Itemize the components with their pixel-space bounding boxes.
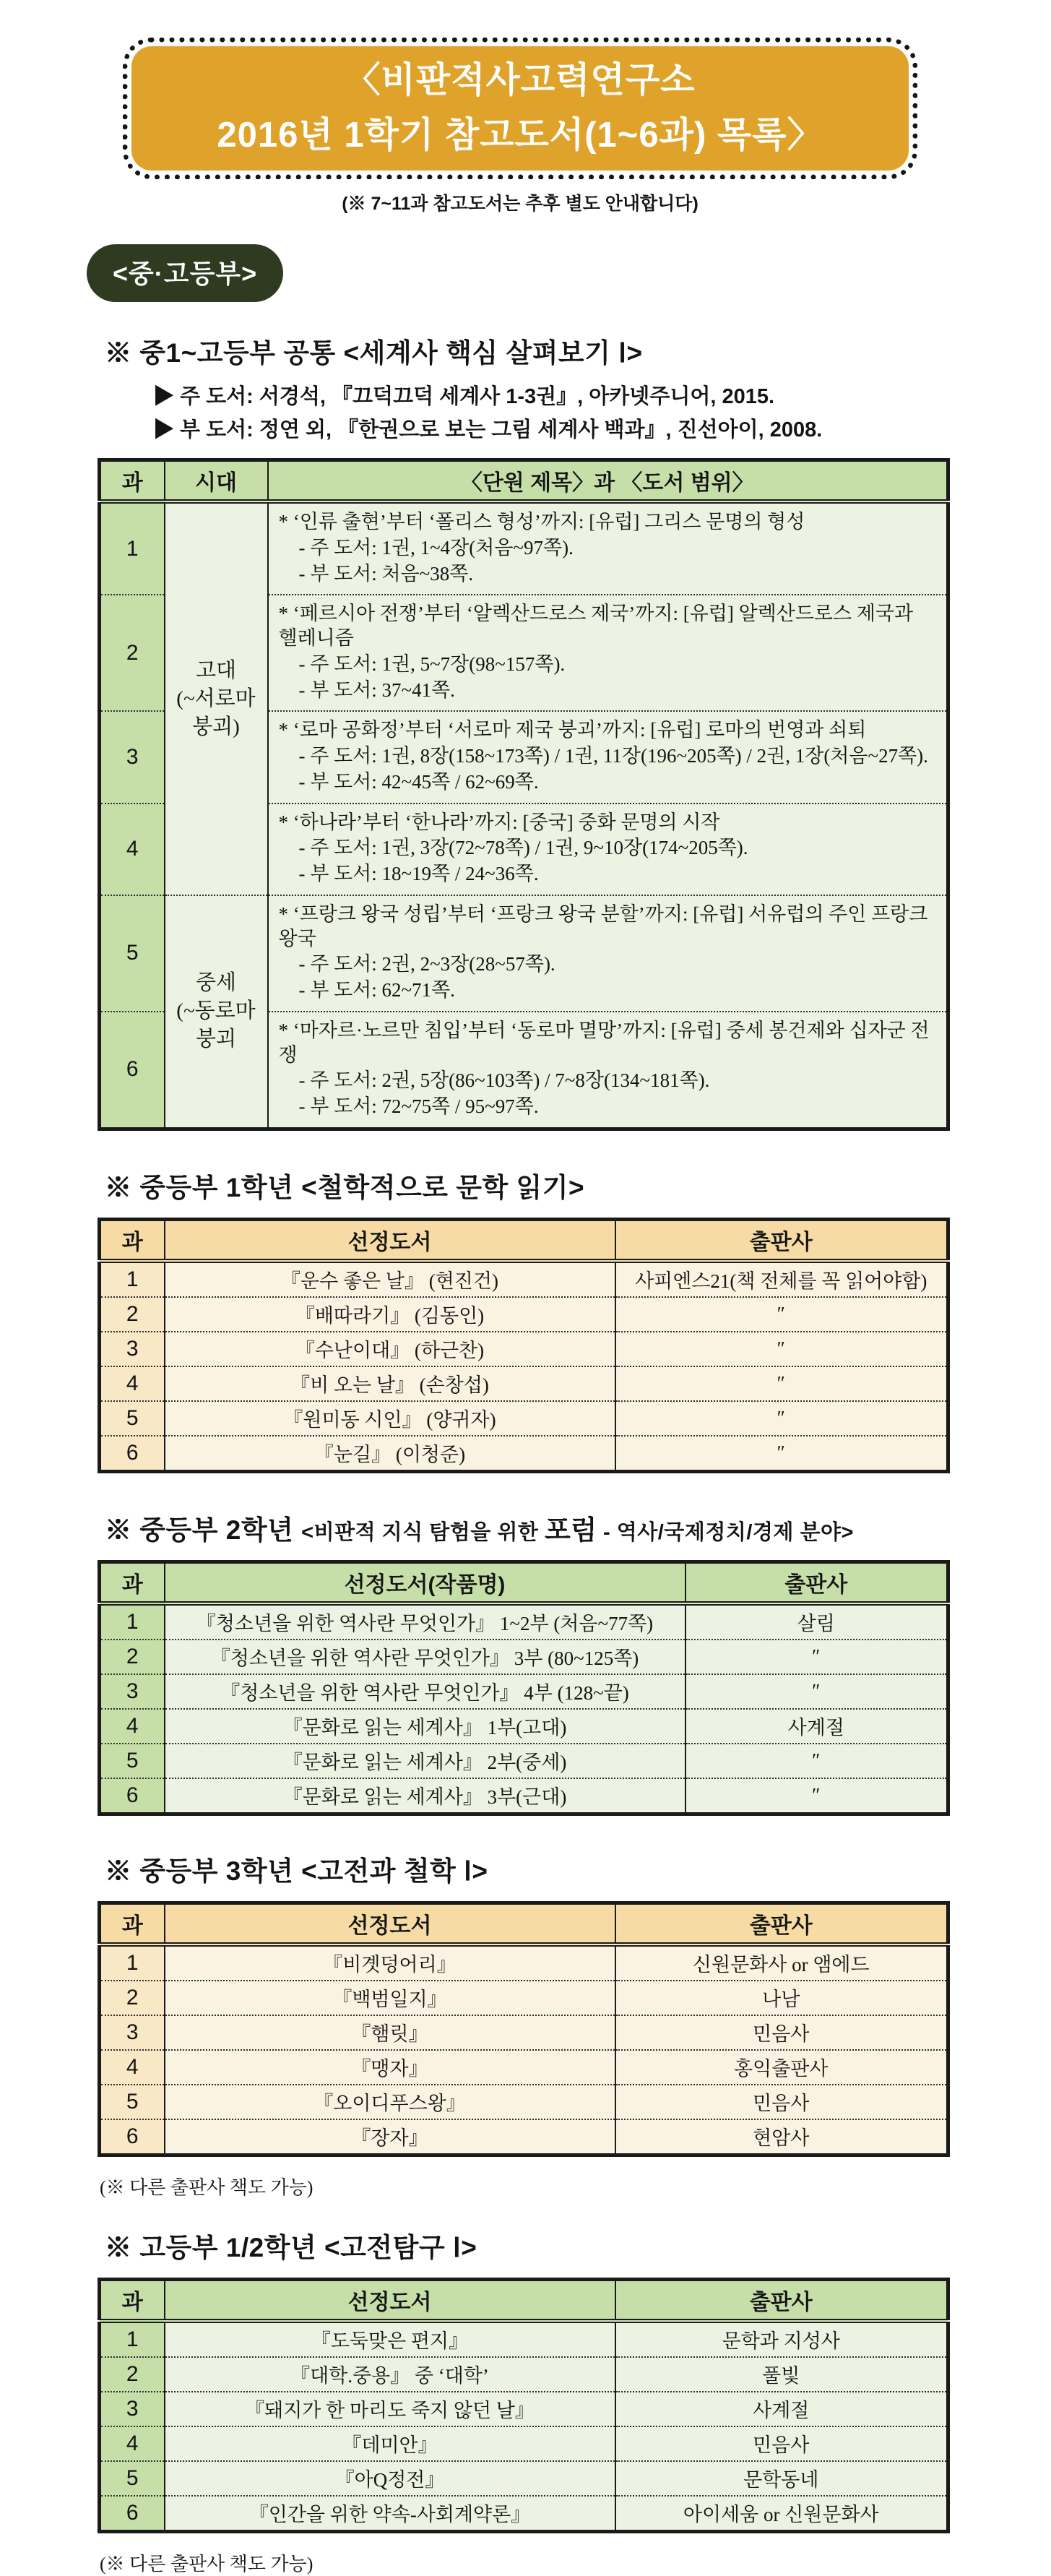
table-row — [100, 1401, 948, 1436]
table-row — [100, 1674, 948, 1709]
table-row — [100, 1744, 948, 1778]
table-row — [100, 2119, 948, 2155]
lesson-number-cell: 3 — [100, 711, 165, 803]
era-label-line: 붕괴 — [195, 1028, 237, 1051]
main-book-range: - 주 도서: 1권, 3장(72~78쪽) / 1권, 9~10장(174~205쪽). — [298, 837, 748, 859]
main-book-range: - 주 도서: 2권, 2~3장(28~57쪽). — [298, 953, 555, 975]
col-header-publisher: 출판사 — [615, 1219, 948, 1261]
heading-part-large: ※ 중등부 2학년 — [105, 1515, 302, 1545]
heading-part-small: <비판적 지식 탐험을 위한 — [301, 1520, 545, 1544]
lesson-number-cell: 1 — [100, 1603, 165, 1640]
book-cell: 『눈길』 (이청준) — [165, 1436, 615, 1472]
lesson-number-cell: 2 — [100, 2357, 165, 2392]
table-row — [100, 2050, 948, 2085]
lesson-number-cell: 2 — [100, 1981, 165, 2015]
main-book-range: - 주 도서: 1권, 8장(158~173쪽) / 1권, 11장(196~205쪽) / 2권, 1장(처음~27쪽). — [298, 745, 928, 767]
col-header-lesson: 과 — [100, 2279, 165, 2321]
main-book-bullet: ▶ 주 도서: 서경석, 『끄덕끄덕 세계사 1-3권』, 아카넷주니어, 2015. — [153, 385, 775, 408]
table-row — [100, 1261, 948, 1297]
unit-title: * ‘프랑크 왕국 성립’부터 ‘프랑크 왕국 분할’까지: [유럽] 서유럽의 주인 프랑크 왕국 — [278, 903, 928, 949]
lesson-number-cell: 5 — [100, 2085, 165, 2119]
main-book-range: - 주 도서: 2권, 5장(86~103쪽) / 7~8장(134~181쪽). — [298, 1069, 710, 1092]
document-page — [0, 38, 1051, 2575]
title-line-2: 2016년 1학기 참고도서(1~6과) 목록〉 — [217, 116, 823, 155]
publisher-cell: 풀빛 — [615, 2357, 948, 2392]
lesson-number-cell: 4 — [100, 804, 165, 895]
table-row — [100, 2321, 948, 2357]
era-cell-ancient — [165, 501, 268, 895]
notice-text: (※ 7~11과 참고도서는 추후 별도 안내합니다) — [342, 194, 698, 214]
lesson-number-cell: 2 — [100, 1297, 165, 1332]
heading-part-large: 포럼 — [544, 1515, 597, 1545]
table-row — [100, 2496, 948, 2532]
lesson-number-cell: 4 — [100, 2050, 165, 2085]
lesson-number-cell: 6 — [100, 2496, 165, 2532]
table-row — [100, 1944, 948, 1981]
col-header-lesson: 과 — [100, 1903, 165, 1944]
lesson-number-cell: 5 — [100, 895, 165, 1012]
main-book-range: - 주 도서: 1권, 5~7장(98~157쪽). — [298, 652, 566, 675]
col-header-lesson: 과 — [100, 1219, 165, 1261]
lesson-number-cell: 1 — [100, 501, 165, 595]
sub-book-range: - 부 도서: 처음~38쪽. — [298, 562, 474, 585]
publisher-cell: 문학과 지성사 — [615, 2321, 948, 2357]
document-title-box — [123, 38, 917, 179]
lesson-number-cell: 6 — [100, 1012, 165, 1129]
table-row — [100, 1366, 948, 1401]
col-header-range: 〈단원 제목〉과 〈도서 범위〉 — [268, 460, 948, 502]
unit-title: * ‘인류 출현’부터 ‘폴리스 형성’까지: [유럽] 그리스 문명의 형성 — [278, 511, 805, 533]
publisher-cell: ″ — [685, 1674, 948, 1709]
era-label-line: (~동로마 — [176, 999, 256, 1023]
lesson-number-cell: 1 — [100, 2321, 165, 2357]
heading-part-small: - 역사/국제정치/경제 분야> — [597, 1520, 854, 1544]
col-header-publisher: 출판사 — [685, 1561, 948, 1603]
table-row — [100, 2461, 948, 2496]
col-header-publisher: 출판사 — [615, 2279, 948, 2321]
book-cell: 『백범일지』 — [165, 1981, 615, 2015]
lesson-number-cell: 6 — [100, 2119, 165, 2155]
unit-title: * ‘페르시아 전쟁’부터 ‘알렉산드로스 제국’까지: [유럽] 알렉산드로스 제국과 헬레니즘 — [278, 603, 914, 650]
table-row — [100, 2392, 948, 2426]
range-cell — [268, 804, 948, 895]
book-cell: 『인간을 위한 약속-사회계약론』 — [165, 2496, 615, 2532]
book-cell: 『문화로 읽는 세계사』 3부(근대) — [165, 1778, 685, 1814]
lesson-number-cell: 4 — [100, 2426, 165, 2461]
book-cell: 『오이디푸스왕』 — [165, 2085, 615, 2119]
highschool-header-row — [100, 2279, 948, 2321]
lesson-number-cell: 6 — [100, 1436, 165, 1472]
publisher-footnote: (※ 다른 출판사 책도 가능) — [100, 2176, 313, 2198]
grade1-header-row — [100, 1219, 948, 1261]
worldhistory-table — [98, 458, 950, 1131]
worldhistory-header-row — [100, 460, 948, 502]
col-header-book: 선정도서 — [165, 1903, 615, 1944]
col-header-book: 선정도서(작품명) — [165, 1561, 685, 1603]
publisher-cell: 신원문화사 or 앰에드 — [615, 1944, 948, 1981]
table-row — [100, 2426, 948, 2461]
lesson-number-cell: 3 — [100, 2392, 165, 2426]
lesson-number-cell: 3 — [100, 1674, 165, 1709]
grade2-header-row — [100, 1561, 948, 1603]
lesson-number-cell: 1 — [100, 1261, 165, 1297]
lesson-number-cell: 3 — [100, 1332, 165, 1366]
era-label-line: 고대 — [195, 658, 237, 682]
range-cell — [268, 895, 948, 1012]
publisher-cell: 사계절 — [685, 1709, 948, 1744]
book-cell: 『장자』 — [165, 2119, 615, 2155]
sub-book-range: - 부 도서: 72~75쪽 / 95~97쪽. — [298, 1095, 539, 1118]
grade1-table — [98, 1218, 950, 1473]
unit-title: * ‘마자르·노르만 침입’부터 ‘동로마 멸망’까지: [유럽] 중세 봉건제와 십자군 전쟁 — [278, 1019, 930, 1066]
section1-book-list — [153, 382, 1051, 445]
table-row — [100, 1603, 948, 1640]
lesson-number-cell: 5 — [100, 1744, 165, 1778]
book-cell: 『청소년을 위한 역사란 무엇인가』 4부 (128~끝) — [165, 1674, 685, 1709]
grade3-table — [98, 1901, 950, 2157]
unit-title: * ‘로마 공화정’부터 ‘서로마 제국 붕괴’까지: [유럽] 로마의 번영과 쇠퇴 — [278, 719, 867, 741]
highschool-table — [98, 2278, 950, 2533]
title-background — [131, 46, 909, 171]
section5-heading: ※ 고등부 1/2학년 <고전탐구 Ⅰ> — [105, 2232, 477, 2262]
col-header-lesson: 과 — [100, 460, 165, 502]
unit-title: * ‘하나라’부터 ‘한나라’까지: [중국] 중화 문명의 시작 — [278, 811, 720, 833]
lesson-number-cell: 4 — [100, 1709, 165, 1744]
book-cell: 『원미동 시인』 (양귀자) — [165, 1401, 615, 1436]
main-book-range: - 주 도서: 1권, 1~4장(처음~97쪽). — [298, 536, 574, 559]
publisher-cell: ″ — [615, 1366, 948, 1401]
title-line-1: 〈비판적사고력연구소 — [345, 61, 696, 100]
publisher-cell: 민음사 — [615, 2085, 948, 2119]
col-header-book: 선정도서 — [165, 1219, 615, 1261]
col-header-lesson: 과 — [100, 1561, 165, 1603]
book-cell: 『도둑맞은 편지』 — [165, 2321, 615, 2357]
lesson-number-cell: 4 — [100, 1366, 165, 1401]
publisher-cell: 홍익출판사 — [615, 2050, 948, 2085]
era-label-line: 중세 — [195, 971, 237, 995]
table-row — [100, 895, 948, 1012]
sub-book-range: - 부 도서: 37~41쪽. — [298, 679, 455, 701]
section4-heading: ※ 중등부 3학년 <고전과 철학 Ⅰ> — [105, 1856, 488, 1886]
book-cell: 『비 오는 날』 (손창섭) — [165, 1366, 615, 1401]
book-cell: 『비곗덩어리』 — [165, 1944, 615, 1981]
lesson-number-cell: 6 — [100, 1778, 165, 1814]
book-cell: 『문화로 읽는 세계사』 2부(중세) — [165, 1744, 685, 1778]
table-row — [100, 501, 948, 595]
publisher-cell: ″ — [615, 1401, 948, 1436]
publisher-cell: 현암사 — [615, 2119, 948, 2155]
section3-heading — [105, 1508, 1051, 1547]
table-row — [100, 2357, 948, 2392]
lesson-number-cell: 3 — [100, 2015, 165, 2050]
table-row — [100, 1436, 948, 1472]
lesson-number-cell: 5 — [100, 2461, 165, 2496]
publisher-cell: 문학동네 — [615, 2461, 948, 2496]
publisher-cell: 사피엔스21(책 전체를 꼭 읽어야함) — [615, 1261, 948, 1297]
sub-book-range: - 부 도서: 18~19쪽 / 24~36쪽. — [298, 863, 539, 885]
table-row — [100, 1332, 948, 1366]
book-cell: 『청소년을 위한 역사란 무엇인가』 1~2부 (처음~77쪽) — [165, 1603, 685, 1640]
sub-book-range: - 부 도서: 42~45쪽 / 62~69쪽. — [298, 770, 539, 793]
book-cell: 『문화로 읽는 세계사』 1부(고대) — [165, 1709, 685, 1744]
publisher-footnote: (※ 다른 출판사 책도 가능) — [100, 2553, 313, 2575]
era-label-line: 붕괴) — [192, 715, 240, 739]
table-row — [100, 1709, 948, 1744]
book-cell: 『데미안』 — [165, 2426, 615, 2461]
col-header-publisher: 출판사 — [615, 1903, 948, 1944]
grade2-table — [98, 1560, 950, 1816]
publisher-cell: ″ — [685, 1640, 948, 1674]
publisher-cell: 사계절 — [615, 2392, 948, 2426]
publisher-cell: ″ — [685, 1778, 948, 1814]
book-cell: 『수난이대』 (하근찬) — [165, 1332, 615, 1366]
book-cell: 『돼지가 한 마리도 죽지 않던 날』 — [165, 2392, 615, 2426]
publisher-cell: 민음사 — [615, 2426, 948, 2461]
publisher-cell: ″ — [685, 1744, 948, 1778]
table-row — [100, 2085, 948, 2119]
range-cell — [268, 595, 948, 711]
publisher-cell: ″ — [615, 1297, 948, 1332]
range-cell — [268, 501, 948, 595]
sub-book-range: - 부 도서: 62~71쪽. — [298, 979, 455, 1001]
book-cell: 『햄릿』 — [165, 2015, 615, 2050]
table-row — [100, 2015, 948, 2050]
book-cell: 『배따라기』 (김동인) — [165, 1297, 615, 1332]
lesson-number-cell: 1 — [100, 1944, 165, 1981]
book-cell: 『아Q정전』 — [165, 2461, 615, 2496]
range-cell — [268, 1012, 948, 1129]
era-label-line: (~서로마 — [176, 686, 256, 710]
section2-heading: ※ 중등부 1학년 <철학적으로 문학 읽기> — [105, 1172, 585, 1202]
table-row — [100, 1778, 948, 1814]
range-cell — [268, 711, 948, 803]
publisher-cell: ″ — [615, 1332, 948, 1366]
col-header-era: 시대 — [165, 460, 268, 502]
col-header-book: 선정도서 — [165, 2279, 615, 2321]
section1-heading: ※ 중1~고등부 공통 <세계사 핵심 살펴보기 Ⅰ> — [105, 338, 643, 368]
grade3-header-row — [100, 1903, 948, 1944]
lesson-number-cell: 5 — [100, 1401, 165, 1436]
book-cell: 『맹자』 — [165, 2050, 615, 2085]
book-cell: 『청소년을 위한 역사란 무엇인가』 3부 (80~125쪽) — [165, 1640, 685, 1674]
publisher-cell: 살림 — [685, 1603, 948, 1640]
era-cell-medieval — [165, 895, 268, 1129]
publisher-cell: 아이세움 or 신원문화사 — [615, 2496, 948, 2532]
table-row — [100, 1981, 948, 2015]
book-cell: 『대학.중용』 중 ‘대학’ — [165, 2357, 615, 2392]
publisher-cell: ″ — [615, 1436, 948, 1472]
publisher-cell: 나남 — [615, 1981, 948, 2015]
table-row — [100, 1640, 948, 1674]
grade-badge: <중·고등부> — [87, 244, 283, 302]
book-cell: 『운수 좋은 날』 (현진건) — [165, 1261, 615, 1297]
sub-book-bullet: ▶ 부 도서: 정연 외, 『한권으로 보는 그림 세계사 백과』, 진선아이, 2008. — [153, 418, 823, 442]
table-row — [100, 1297, 948, 1332]
publisher-cell: 민음사 — [615, 2015, 948, 2050]
lesson-number-cell: 2 — [100, 595, 165, 711]
lesson-number-cell: 2 — [100, 1640, 165, 1674]
